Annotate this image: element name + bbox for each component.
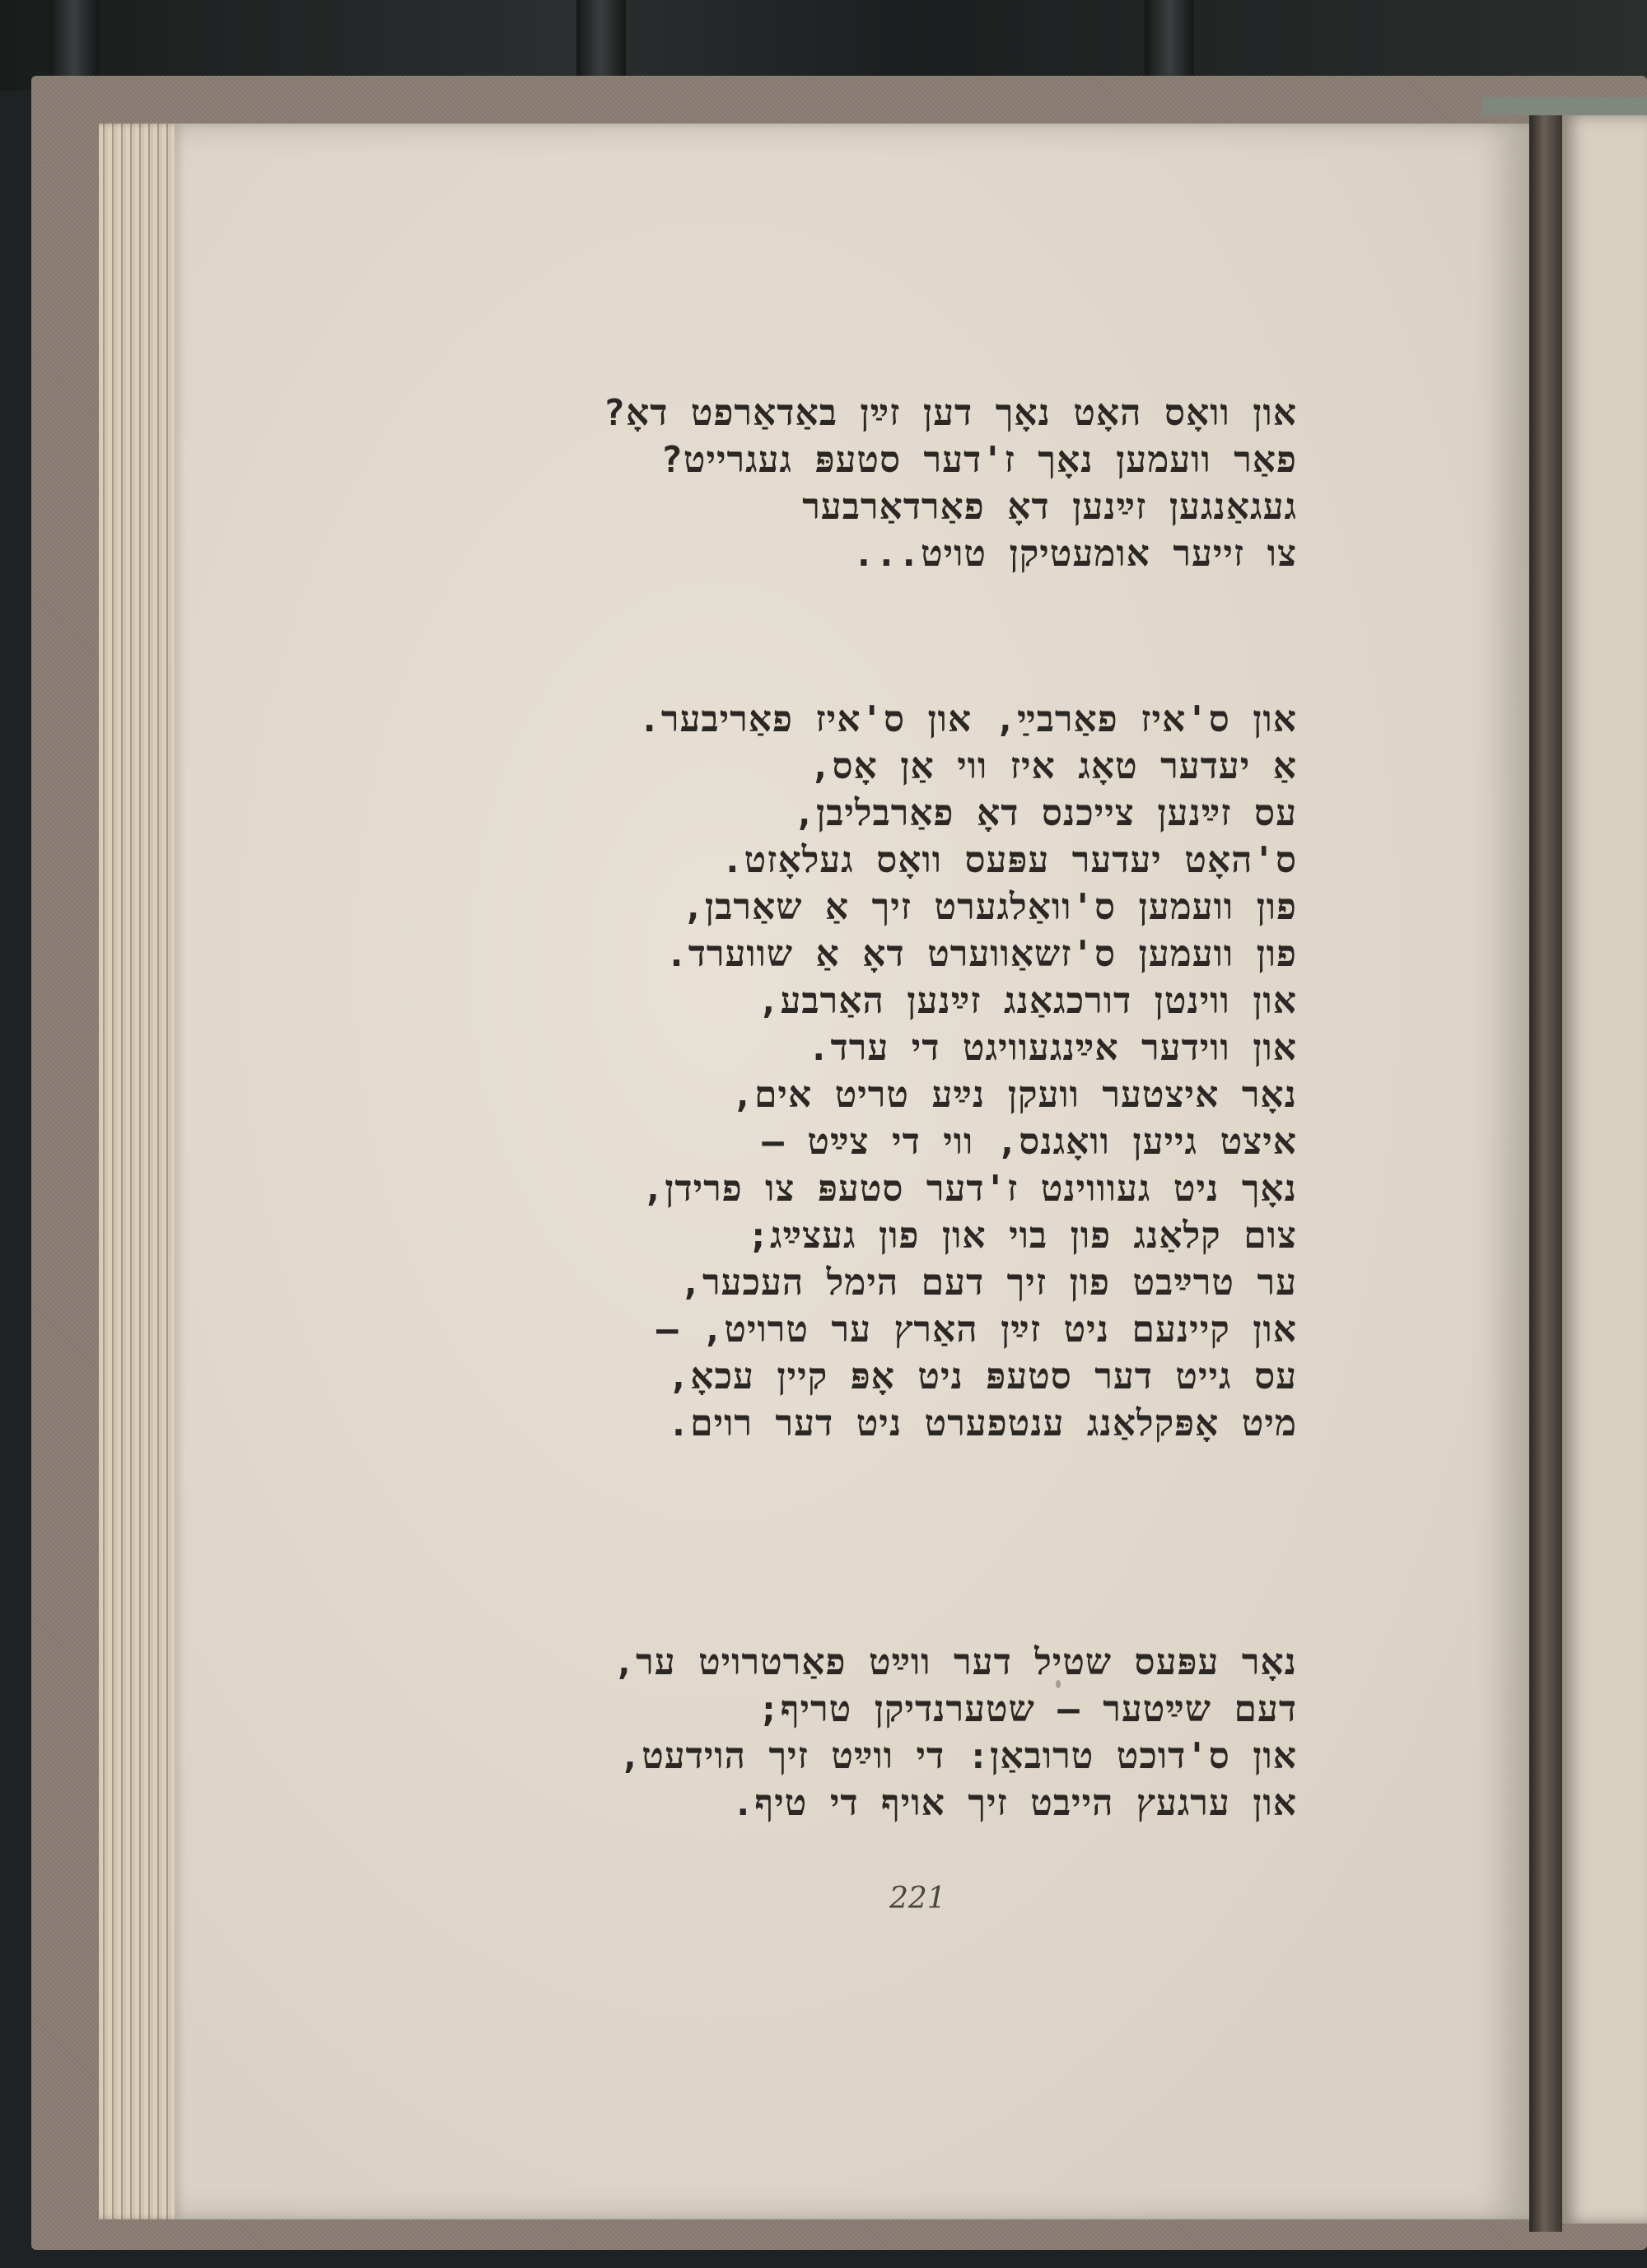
poem-line: נאָך ניט געוווינט ז'דער סטעפּ צו פרידן, — [642, 1168, 1297, 1210]
poem-line: און ערגעץ הייבט זיך אויף די טיף. — [731, 1782, 1297, 1824]
poem-line: און ווידער אײַנגעוויגט די ערד. — [808, 1027, 1297, 1069]
binding-tape — [1482, 97, 1647, 115]
poem-line: צום קלאַנג פון בוי און פון געצײַג; — [747, 1215, 1297, 1257]
facing-page-edge — [1562, 115, 1647, 2224]
poem-line: און קיינעם ניט זײַן האַרץ ער טרויט, — — [656, 1309, 1297, 1351]
stanza-1 — [375, 390, 1297, 577]
poem-line: נאָר איצטער וועקן נײַע טריט אים, — [731, 1074, 1297, 1116]
poem-line: איצט גייען וואָגנס, ווי די צײַט — — [762, 1121, 1297, 1163]
poem-line: און וואָס האָט נאָך דען זײַן באַדאַרפט דאָ? — [603, 392, 1297, 434]
poem-line: און ווינטן דורכגאַנג זײַנען האַרבע, — [758, 980, 1297, 1022]
poem-line: אַ יעדער טאָג איז ווי אַן אָס, — [809, 745, 1297, 787]
stanza-2 — [375, 696, 1297, 1447]
book-gutter — [1529, 115, 1562, 2232]
poem-line: און ס'איז פאַרבײַ, און ס'איז פאַריבער. — [638, 698, 1297, 740]
poem-line: צו זייער אומעטיקן טויט... — [852, 533, 1297, 575]
poem-line: דעם שײַטער — שטערנדיקן טריף; — [758, 1688, 1297, 1730]
poem-line: מיט אָפּקלאַנג ענטפערט ניט דער רוים. — [667, 1402, 1297, 1444]
poem-line: פון וועמען ס'וואַלגערט זיך אַ שאַרבן, — [682, 886, 1297, 928]
poem-line: און ס'דוכט טרובאַן: די ווײַט זיך הוידעט, — [618, 1735, 1297, 1777]
stanza-3 — [375, 1639, 1297, 1827]
poem-line: פאַר וועמען נאָך ז'דער סטעפּ געגרייט? — [660, 439, 1297, 481]
poem-line: פון וועמען ס'זשאַווערט דאָ אַ שווערד. — [665, 933, 1297, 975]
poem-line: געגאַנגען זײַנען דאָ פאַרדאַרבער — [802, 486, 1297, 528]
poem-line: עס זײַנען צייכנס דאָ פאַרבליבן, — [793, 792, 1297, 834]
poem-line: נאָר עפּעס שטיל דער ווײַט פאַרטרויט ער, — [613, 1641, 1297, 1683]
poem-line: עס גייט דער סטעפּ ניט אָפּ קיין עכאָ, — [667, 1356, 1297, 1398]
poem-line: ס'האָט יעדער עפּעס וואָס געלאָזט. — [721, 839, 1297, 881]
poem-line: ער טרײַבט פון זיך דעם הימל העכער, — [679, 1262, 1297, 1304]
page-number: 221 — [889, 1882, 946, 1916]
